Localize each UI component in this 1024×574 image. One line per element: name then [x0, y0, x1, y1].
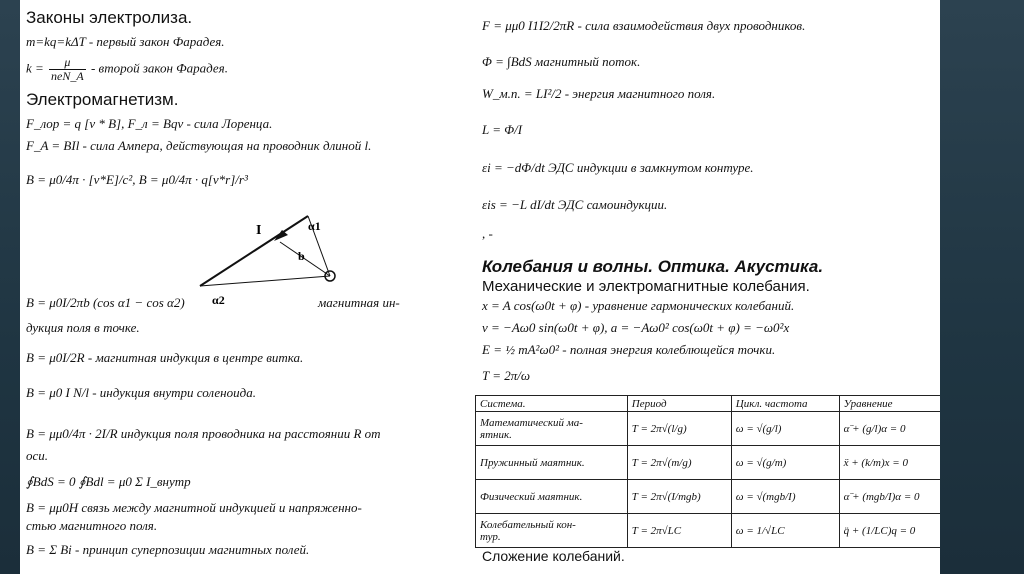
- superposition: B = Σ Bi - принцип суперпозиции магнитных полей.: [26, 542, 310, 557]
- table-cell: ω = √(g/l): [731, 412, 839, 446]
- emf-loop: εi = −dΦ/dt ЭДС индукции в замкнутом контуре.: [482, 160, 754, 175]
- table-header: Цикл. частота: [731, 396, 839, 412]
- table-cell: T = 2π√LC: [627, 514, 731, 548]
- label-current: I: [256, 223, 262, 238]
- subtitle-oscillations: Механические и электромагнитные колебания.: [482, 278, 810, 295]
- table-cell: α̈ + (g/l)α = 0: [839, 412, 940, 446]
- segment-text-2: дукция поля в точке.: [26, 320, 140, 335]
- harmonic-equation: x = A cos(ω0t + φ) - уравнение гармонических колебаний.: [482, 298, 795, 313]
- label-distance: b: [298, 249, 305, 263]
- force-wires: F = μμ0 I1I2/2πR - сила взаимодействия двух проводников.: [482, 18, 806, 33]
- bh-relation: B = μμ0H связь между магнитной индукцией и напряженно-: [26, 500, 362, 515]
- table-cell: T = 2π√(m/g): [627, 446, 731, 480]
- title-oscillations: Колебания и волны. Оптика. Акустика.: [482, 257, 824, 276]
- stray-marks: , -: [482, 226, 493, 241]
- table-cell: Физический маятник.: [476, 480, 628, 514]
- conductor-line: [200, 216, 308, 286]
- table-cell: T = 2π√(I/mgb): [627, 480, 731, 514]
- label-alpha1: α1: [308, 219, 321, 233]
- table-row: [476, 514, 941, 548]
- table-cell: ẍ + (k/m)x = 0: [839, 446, 940, 480]
- table-header-row: [476, 396, 941, 412]
- table-cell: ω = √(mgb/I): [731, 480, 839, 514]
- wire-field: B = μμ0/4π · 2I/R индукция поля проводника на расстоянии R от: [26, 426, 381, 441]
- lorentz-force: F_лор = q [v * B], F_л = Bqv - сила Лоренца.: [26, 116, 273, 131]
- perpendicular-line: [280, 242, 330, 276]
- addition-heading: Сложение колебаний.: [482, 548, 625, 564]
- table-cell: ω = 1/√LC: [731, 514, 839, 548]
- gauss-law: ∮BdS = 0 ∮Bdl = μ0 Σ I_внутр: [26, 474, 191, 489]
- inductance: L = Φ/I: [482, 122, 523, 137]
- conductor-diagram: [190, 200, 350, 310]
- oscillation-energy: E = ½ mA²ω0² - полная энергия колеблющейся точки.: [482, 342, 776, 357]
- magnetic-flux: Φ = ∫BdS магнитный поток.: [482, 54, 641, 69]
- solenoid-field: B = μ0 I N/l - индукция внутри соленоида.: [26, 385, 256, 400]
- table-header: Уравнение: [839, 396, 940, 412]
- table-cell: Пружинный маятник.: [476, 446, 628, 480]
- table-header: Система.: [476, 396, 628, 412]
- velocity-acceleration: v = −Aω0 sin(ω0t + φ), a = −Aω0² cos(ω0t + φ) = −ω0²x: [482, 320, 790, 335]
- angle-line-2: [200, 276, 330, 286]
- biot-savart-law: B = μ0/4π · [v*E]/c², B = μ0/4π · q[v*r]/r³: [26, 172, 248, 187]
- title-electromagnetism: Электромагнетизм.: [26, 90, 179, 109]
- magnetic-energy: W_м.п. = LI²/2 - энергия магнитного поля.: [482, 86, 716, 101]
- table-cell: Математический ма- ятник.: [476, 412, 628, 446]
- period-formula: T = 2π/ω: [482, 368, 531, 383]
- table-cell: T = 2π√(l/g): [627, 412, 731, 446]
- ampere-force: F_A = BIl - сила Ампера, действующая на проводник длиной l.: [26, 138, 372, 153]
- bh-relation-2: стью магнитного поля.: [26, 518, 158, 533]
- label-alpha2: α2: [212, 293, 225, 307]
- segment-text-1: магнитная ин-: [318, 295, 400, 310]
- table-row: [476, 480, 941, 514]
- table-cell: Колебательный кон- тур.: [476, 514, 628, 548]
- table-row: [476, 412, 941, 446]
- emf-self: εis = −L dI/dt ЭДС самоиндукции.: [482, 197, 668, 212]
- table-row: [476, 446, 941, 480]
- slide-page: [20, 0, 940, 574]
- table-cell: α̈ + (mgb/I)α = 0: [839, 480, 940, 514]
- title-electrolysis: Законы электролиза.: [26, 8, 193, 27]
- table-cell: ω = √(g/m): [731, 446, 839, 480]
- table-cell: q̈ + (1/LC)q = 0: [839, 514, 940, 548]
- oscillation-table: [475, 395, 940, 548]
- table-header: Период: [627, 396, 731, 412]
- faraday-first-law: m=kq=kΔT - первый закон Фарадея.: [26, 34, 225, 49]
- loop-field: B = μ0I/2R - магнитная индукция в центре витка.: [26, 350, 304, 365]
- segment-field: B = μ0I/2πb (cos α1 − cos α2): [26, 295, 185, 310]
- faraday-second-law: k = $\frac{\mu}{\text{neN\_A}}$ - второй закон Фарадея.: [26, 55, 228, 83]
- wire-field-2: оси.: [26, 448, 49, 463]
